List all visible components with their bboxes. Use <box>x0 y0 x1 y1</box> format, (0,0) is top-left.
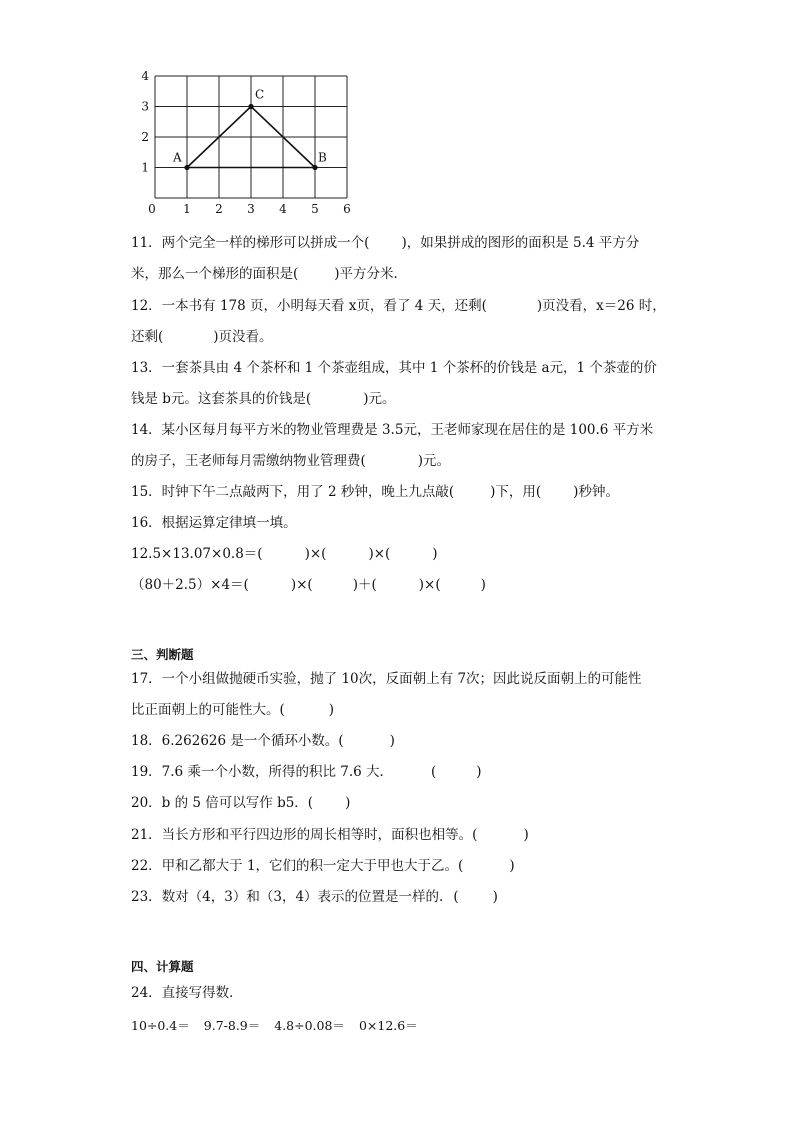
coordinate-graph <box>135 66 360 218</box>
question-22: 22．甲和乙都大于 1，它们的积一定大于甲也大于乙。( ) <box>131 858 515 874</box>
x-tick-label: 1 <box>183 202 191 216</box>
y-tick-label: 1 <box>141 160 149 175</box>
x-tick-label: 6 <box>343 202 351 216</box>
question-20: 20．b 的 5 倍可以写作 b5．( ) <box>131 795 351 811</box>
point-label-a: A <box>173 150 182 165</box>
question-24-items <box>131 1017 418 1035</box>
question-14-line-1: 14．某小区每月每平方米的物业管理费是 3.5元，王老师家现在居住的是 100.6 平方米 <box>131 422 654 438</box>
x-tick-label: 3 <box>247 202 255 216</box>
point-label-c: C <box>255 87 265 102</box>
calc-item: 4.8÷0.08＝ <box>274 1018 345 1033</box>
point-label-b: B <box>318 150 327 165</box>
question-13-line-1: 13．一套茶具由 4 个茶杯和 1 个茶壶组成，其中 1 个茶杯的价钱是 a元，1 个茶壶的价 <box>131 360 657 376</box>
x-tick-label: 2 <box>215 202 223 216</box>
question-12-line-1: 12．一本书有 178 页，小明每天看 x页，看了 4 天，还剩( )页没看，x＝26 时， <box>131 298 666 314</box>
question-16-expression-2: （80＋2.5）×4＝( )×( )＋( )×( ) <box>131 577 486 593</box>
question-16-expression-1: 12.5×13.07×0.8＝( )×( )×( ) <box>131 546 438 562</box>
y-tick-label: 3 <box>141 99 149 114</box>
question-11-line-1: 11．两个完全一样的梯形可以拼成一个( )，如果拼成的图形的面积是 5.4 平方分 <box>131 235 640 251</box>
question-23: 23．数对（4，3）和（3，4）表示的位置是一样的. ( ) <box>131 889 498 905</box>
point-b <box>312 165 317 170</box>
question-17-line-2: 比正面朝上的可能性大。( ) <box>131 702 335 718</box>
graph-svg <box>135 66 360 218</box>
question-13-line-2: 钱是 b元。这套茶具的价钱是( )元。 <box>131 391 396 407</box>
point-a <box>184 165 189 170</box>
x-axis-ticks <box>148 202 351 216</box>
question-24-title: 24．直接写得数． <box>131 985 243 1001</box>
section-3-heading: 三、判断题 <box>131 647 194 662</box>
calc-item: 0×12.6＝ <box>358 1018 418 1033</box>
point-c <box>248 104 253 109</box>
y-tick-label: 4 <box>141 69 149 83</box>
y-axis-ticks <box>141 69 149 175</box>
question-19: 19．7.6 乘一个小数，所得的积比 7.6 大． ( ) <box>131 764 482 780</box>
question-14-line-2: 的房子，王老师每月需缴纳物业管理费( )元。 <box>131 453 451 469</box>
question-16-title: 16．根据运算定律填一填。 <box>131 515 297 531</box>
x-tick-label: 0 <box>148 202 156 216</box>
question-11-line-2: 米，那么一个梯形的面积是( )平方分米． <box>131 266 408 282</box>
question-18: 18．6.262626 是一个循环小数。( ) <box>131 733 395 749</box>
calc-item: 9.7-8.9＝ <box>203 1018 261 1033</box>
question-15: 15．时钟下午二点敲两下，用了 2 秒钟，晚上九点敲( )下，用( )秒钟。 <box>131 484 619 500</box>
question-21: 21．当长方形和平行四边形的周长相等时，面积也相等。( ) <box>131 827 529 843</box>
question-17-line-1: 17．一个小组做抛硬币实验，抛了 10次，反面朝上有 7次；因此说反面朝上的可能性 <box>131 671 642 687</box>
question-12-line-2: 还剩( )页没看。 <box>131 329 273 345</box>
x-tick-label: 5 <box>311 202 319 216</box>
grid-lines <box>155 76 347 198</box>
y-tick-label: 2 <box>141 130 149 144</box>
x-tick-label: 4 <box>279 202 287 216</box>
section-4-heading: 四、计算题 <box>131 959 194 974</box>
calc-item: 10÷0.4＝ <box>131 1018 190 1033</box>
